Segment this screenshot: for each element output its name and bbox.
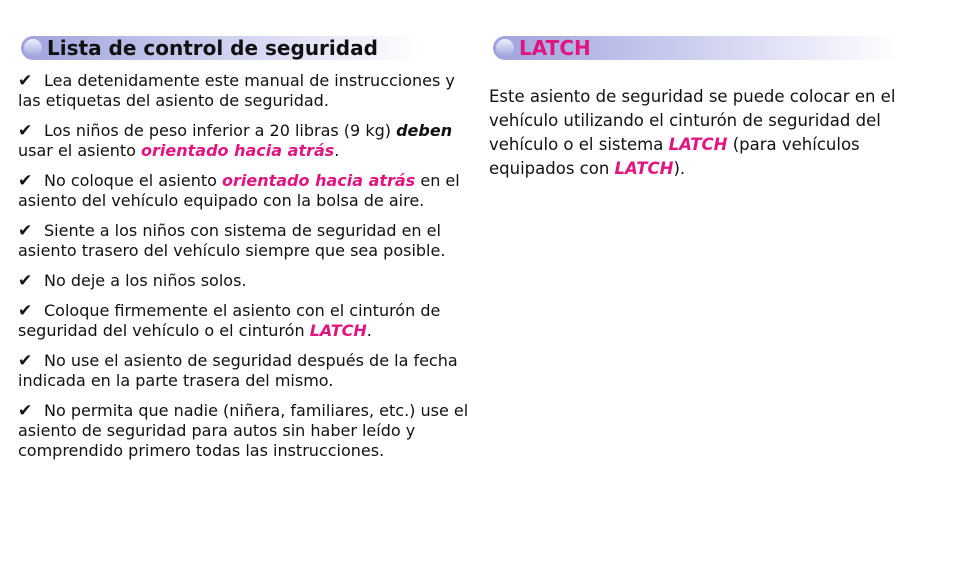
safety-checklist — [18, 71, 470, 471]
latch-title: LATCH — [519, 36, 591, 60]
checkmark-icon: ✔ — [18, 221, 33, 241]
checklist-text: No use el asiento de seguridad después de la fecha indicada en la parte trasera del mismo. — [18, 351, 458, 390]
checklist-text: No coloque el asiento — [44, 171, 217, 190]
checklist-text: . — [366, 321, 372, 340]
checklist-item — [18, 171, 470, 211]
latch-text: Este asiento de seguridad se puede colocar en el vehículo utilizando el cinturón de seguridad del vehículo o el sistema — [489, 87, 896, 154]
highlight-text: LATCH — [614, 159, 674, 178]
latch-paragraph — [489, 85, 929, 181]
highlight-text: LATCH — [668, 135, 728, 154]
checklist-item — [18, 121, 470, 161]
checkmark-icon: ✔ — [18, 171, 33, 191]
checkmark-icon: ✔ — [18, 351, 33, 371]
emphasis-text: deben — [396, 121, 453, 140]
latch-section — [489, 85, 929, 181]
checklist-item — [18, 351, 470, 391]
checklist-text: en el asiento del vehículo equipado con la bolsa de aire. — [18, 171, 460, 210]
checkmark-icon: ✔ — [18, 301, 33, 321]
checklist-text: No permita que nadie (niñera, familiares, etc.) use el asiento de seguridad para autos sin haber leído y comprendido primero todas las instrucciones. — [18, 401, 469, 460]
checklist-item — [18, 301, 470, 341]
checklist-text: Siente a los niños con sistema de seguridad en el asiento trasero del vehículo siempre que sea posible. — [18, 221, 446, 260]
checklist-text: usar el asiento — [18, 141, 136, 160]
checklist-text: Coloque firmemente el asiento con el cinturón de seguridad del vehículo o el cinturón — [18, 301, 441, 340]
checklist-item — [18, 221, 470, 261]
highlight-text: orientado hacia atrás — [222, 171, 416, 190]
checklist-text: No deje a los niños solos. — [44, 271, 247, 290]
checkmark-icon: ✔ — [18, 271, 33, 291]
latch-text: ). — [673, 159, 686, 178]
latch-text: (para vehículos equipados con — [489, 135, 860, 178]
checkmark-icon: ✔ — [18, 71, 33, 91]
safety-checklist-header — [21, 36, 421, 60]
checklist-item — [18, 401, 470, 461]
checklist-text: . — [334, 141, 340, 160]
checklist-text: Lea detenidamente este manual de instrucciones y las etiquetas del asiento de seguridad. — [18, 71, 455, 110]
latch-header — [493, 36, 899, 60]
highlight-text: orientado hacia atrás — [141, 141, 335, 160]
checklist-item — [18, 71, 470, 111]
header-pill-icon — [24, 39, 42, 57]
highlight-text: LATCH — [309, 321, 367, 340]
checklist-item — [18, 271, 470, 291]
checkmark-icon: ✔ — [18, 401, 33, 421]
checkmark-icon: ✔ — [18, 121, 33, 141]
safety-checklist-title: Lista de control de seguridad — [47, 36, 378, 60]
checklist-text: Los niños de peso inferior a 20 libras (9 kg) — [44, 121, 391, 140]
header-pill-icon — [496, 39, 514, 57]
